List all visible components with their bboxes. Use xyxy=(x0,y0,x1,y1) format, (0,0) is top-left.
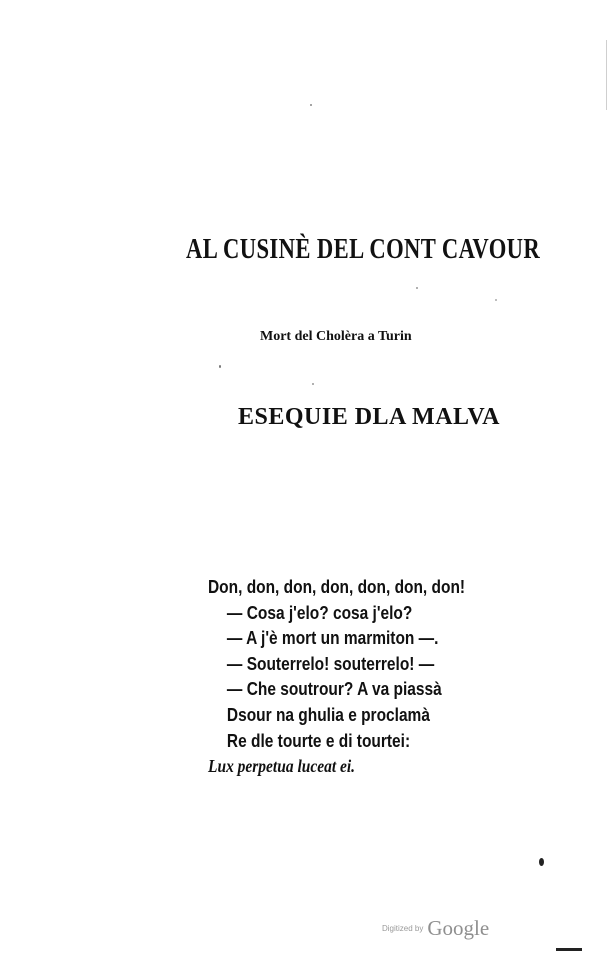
digitized-watermark xyxy=(382,916,489,941)
poem-line: Re dle tourte e di tourtei: xyxy=(226,730,411,751)
page-title: AL CUSINÈ DEL CONT CAVOUR xyxy=(186,233,541,265)
ink-speck xyxy=(416,287,418,289)
google-logo: Google xyxy=(427,916,490,940)
subtitle: Mort del Cholèra a Turin xyxy=(260,329,412,344)
page-edge-shadow xyxy=(606,40,607,110)
ink-speck xyxy=(495,299,497,301)
ink-speck xyxy=(312,383,314,385)
poem-line: Don, don, don, don, don, don, don! xyxy=(208,577,466,597)
corner-mark xyxy=(556,948,582,951)
watermark-prefix: Digitized by xyxy=(382,924,424,933)
ink-speck xyxy=(539,858,544,866)
ink-speck xyxy=(310,104,312,106)
poem-line: — A j'è mort un marmiton —. xyxy=(226,628,439,649)
poem-latin-line: Lux perpetua luceat ei. xyxy=(208,756,356,777)
section-heading: ESEQUIE DLA MALVA xyxy=(238,404,500,430)
poem xyxy=(208,575,465,780)
poem-line: — Souterrelo! souterrelo! — xyxy=(226,653,435,674)
poem-line: Dsour na ghulia e proclamà xyxy=(226,704,430,725)
ink-speck xyxy=(219,365,221,368)
poem-line: — Che soutrour? A va piassà xyxy=(226,679,442,700)
poem-line: — Cosa j'elo? cosa j'elo? xyxy=(226,602,413,623)
